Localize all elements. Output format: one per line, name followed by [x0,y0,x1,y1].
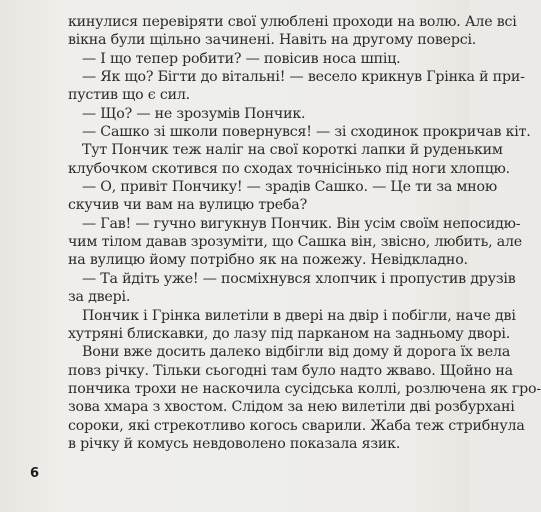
text-line: — Як що? Бігти до вітальні! — весело крикнув Грінка й при- [82,69,525,86]
text-line: за двері. [68,289,131,306]
text-line: — Та йдіть уже! — посміхнувся хлопчик і пропустив друзів [82,270,516,287]
text-line: пончика трохи не наскочила сусідська коллі, розлючена як гро- [68,380,541,397]
text-line: — О, привіт Пончику! — зрадів Сашко. — Це ти за мною [82,179,498,196]
body-text [68,13,541,453]
text-line: вікна були щільно зачинені. Навіть на другому поверсі. [68,32,477,49]
text-line: чим тілом давав зрозуміти, що Сашка він, звісно, любить, але [68,234,522,251]
text-line: — І що тепер робити? — повісив носа шпіц. [82,50,401,67]
text-line: зова хмара з хвостом. Слідом за нею вилетіли дві розбурхані [68,399,515,416]
text-line: кинулися перевіряти свої улюблені проходи на волю. Але всі [68,14,517,30]
text-line: — Сашко зі школи повернувся! — зі сходинок прокричав кіт. [82,124,531,141]
text-line: сороки, які стрекотливо когось сварили. Жаба теж стрибнула [68,417,525,434]
text-line: повз річку. Тільки сьогодні там було надто жваво. Щойно на [68,362,513,379]
page-number: 6 [30,466,40,481]
text-line: хутряні блискавки, до лазу під парканом на задньому дворі. [68,325,511,342]
text-line: на вулицю йому потрібно як на пожежу. Невідкладно. [68,252,468,269]
text-line: в річку й комусь невдоволено показала язик. [68,435,401,452]
text-line: — Що? — не зрозумів Пончик. [82,105,306,122]
text-line: Тут Пончик теж наліг на свої короткі лапки й руденьким [82,142,503,159]
text-line: пустив що є сил. [68,87,190,104]
text-line: Вони вже досить далеко відбігли від дому й дорога їх вела [82,344,511,361]
text-line: Пончик і Грінка вилетіли в двері на двір і побігли, наче дві [82,307,516,324]
text-line: — Гав! — гучно вигукнув Пончик. Він усім своїм непосидю- [82,215,521,232]
text-line: скучив чи вам на вулицю треба? [68,197,307,214]
text-line: клубочком скотився по сходах точнісінько під ноги хлопцю. [68,160,510,177]
